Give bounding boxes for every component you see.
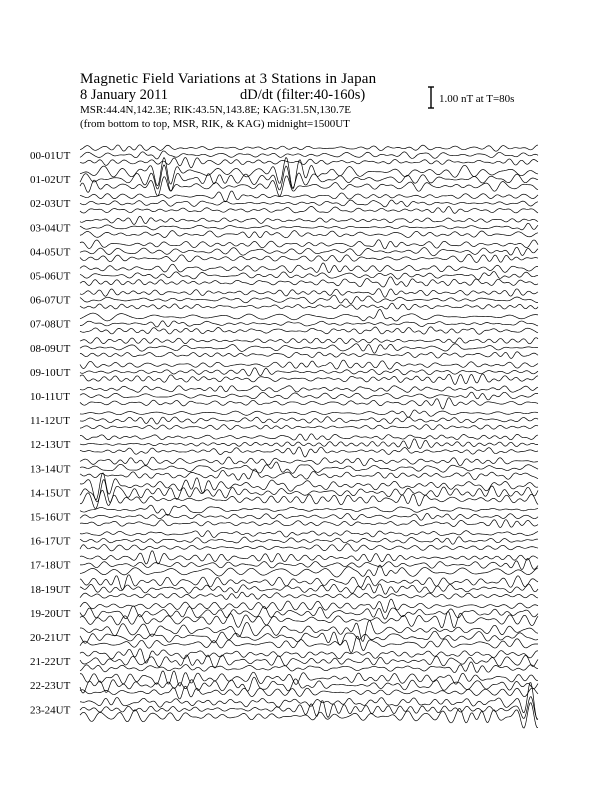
trace-rik — [80, 295, 538, 304]
hour-rows — [30, 145, 538, 728]
trace-kag — [80, 145, 538, 151]
hour-label: 20-21UT — [30, 632, 71, 644]
chart-title: Magnetic Field Variations at 3 Stations in Japan — [80, 71, 377, 87]
trace-msr — [80, 447, 538, 457]
hour-label: 21-22UT — [30, 656, 71, 669]
hour-label: 00-01UT — [30, 150, 71, 162]
hour-label: 09-10UT — [30, 366, 71, 379]
quantity-label: dD/dt (filter:40-160s) — [240, 87, 366, 103]
trace-kag — [80, 649, 538, 664]
trace-kag — [80, 671, 538, 686]
trace-rik — [80, 462, 538, 473]
hour-label: 02-03UT — [30, 198, 71, 211]
trace-msr — [80, 158, 538, 168]
station-order-note: (from bottom to top, MSR, RIK, & KAG) midnight=1500UT — [80, 118, 350, 130]
trace-msr — [80, 703, 538, 728]
hour-label: 06-07UT — [30, 294, 71, 307]
hour-label: 10-11UT — [30, 391, 70, 403]
hour-label: 22-23UT — [30, 680, 71, 693]
scale-bar-label: 1.00 nT at T=80s — [439, 93, 515, 105]
hour-label: 15-16UT — [30, 511, 71, 524]
hour-label: 23-24UT — [30, 704, 71, 717]
trace-kag — [80, 263, 538, 273]
hour-label: 03-04UT — [30, 222, 71, 235]
hour-label: 04-05UT — [30, 246, 71, 259]
trace-rik — [80, 631, 538, 645]
trace-msr — [80, 425, 538, 430]
trace-kag — [80, 505, 538, 515]
scale-bar — [428, 87, 434, 108]
hour-label: 13-14UT — [30, 463, 71, 476]
trace-kag — [80, 240, 538, 249]
trace-kag — [80, 309, 538, 321]
trace-kag — [80, 551, 538, 564]
trace-msr — [80, 662, 538, 673]
trace-rik — [80, 392, 538, 400]
trace-rik — [80, 439, 538, 449]
trace-msr — [80, 327, 538, 334]
hour-label: 19-20UT — [30, 607, 71, 620]
trace-msr — [80, 520, 538, 528]
hour-label: 14-15UT — [30, 487, 71, 500]
trace-kag — [80, 575, 538, 590]
trace-rik — [80, 417, 538, 424]
trace-msr — [80, 277, 538, 287]
date-label: 8 January 2011 — [80, 87, 169, 103]
trace-kag — [80, 216, 538, 224]
hour-label: 12-13UT — [30, 439, 71, 452]
hour-label: 01-02UT — [30, 174, 71, 187]
trace-rik — [80, 513, 538, 520]
trace-kag — [80, 386, 538, 393]
hour-label: 17-18UT — [30, 559, 71, 572]
trace-kag — [80, 531, 538, 538]
trace-kag — [80, 457, 538, 466]
trace-rik — [80, 480, 538, 503]
hour-label: 16-17UT — [30, 535, 71, 548]
trace-msr — [80, 611, 538, 627]
hour-label: 05-06UT — [30, 270, 71, 283]
trace-msr — [80, 352, 538, 359]
trace-kag — [80, 289, 538, 298]
trace-msr — [80, 231, 538, 238]
trace-rik — [80, 321, 538, 327]
trace-kag — [80, 191, 538, 202]
trace-rik — [80, 151, 538, 159]
trace-kag — [80, 599, 538, 613]
trace-kag — [80, 683, 538, 720]
trace-rik — [80, 223, 538, 230]
trace-msr — [80, 206, 538, 213]
hour-label: 07-08UT — [30, 318, 71, 331]
trace-kag — [80, 620, 538, 641]
trace-kag — [80, 338, 538, 344]
trace-rik — [80, 271, 538, 279]
hour-label: 18-19UT — [30, 583, 71, 596]
trace-rik — [80, 537, 538, 545]
trace-kag — [80, 410, 538, 417]
trace-msr — [80, 303, 538, 310]
hour-label: 08-09UT — [30, 342, 71, 355]
trace-rik — [80, 200, 538, 207]
trace-msr — [80, 254, 538, 262]
station-coordinates: MSR:44.4N,142.3E; RIK:43.5N,143.8E; KAG:31.5N,130.7E — [80, 104, 352, 116]
trace-rik — [80, 368, 538, 376]
trace-rik — [80, 606, 538, 619]
hour-label: 11-12UT — [30, 415, 70, 428]
trace-msr — [80, 544, 538, 551]
trace-msr — [80, 592, 538, 599]
trace-msr — [80, 398, 538, 409]
trace-rik — [80, 344, 538, 353]
trace-msr — [80, 636, 538, 653]
trace-kag — [80, 434, 538, 441]
trace-kag — [80, 360, 538, 369]
trace-msr — [80, 374, 538, 385]
trace-rik — [80, 584, 538, 594]
